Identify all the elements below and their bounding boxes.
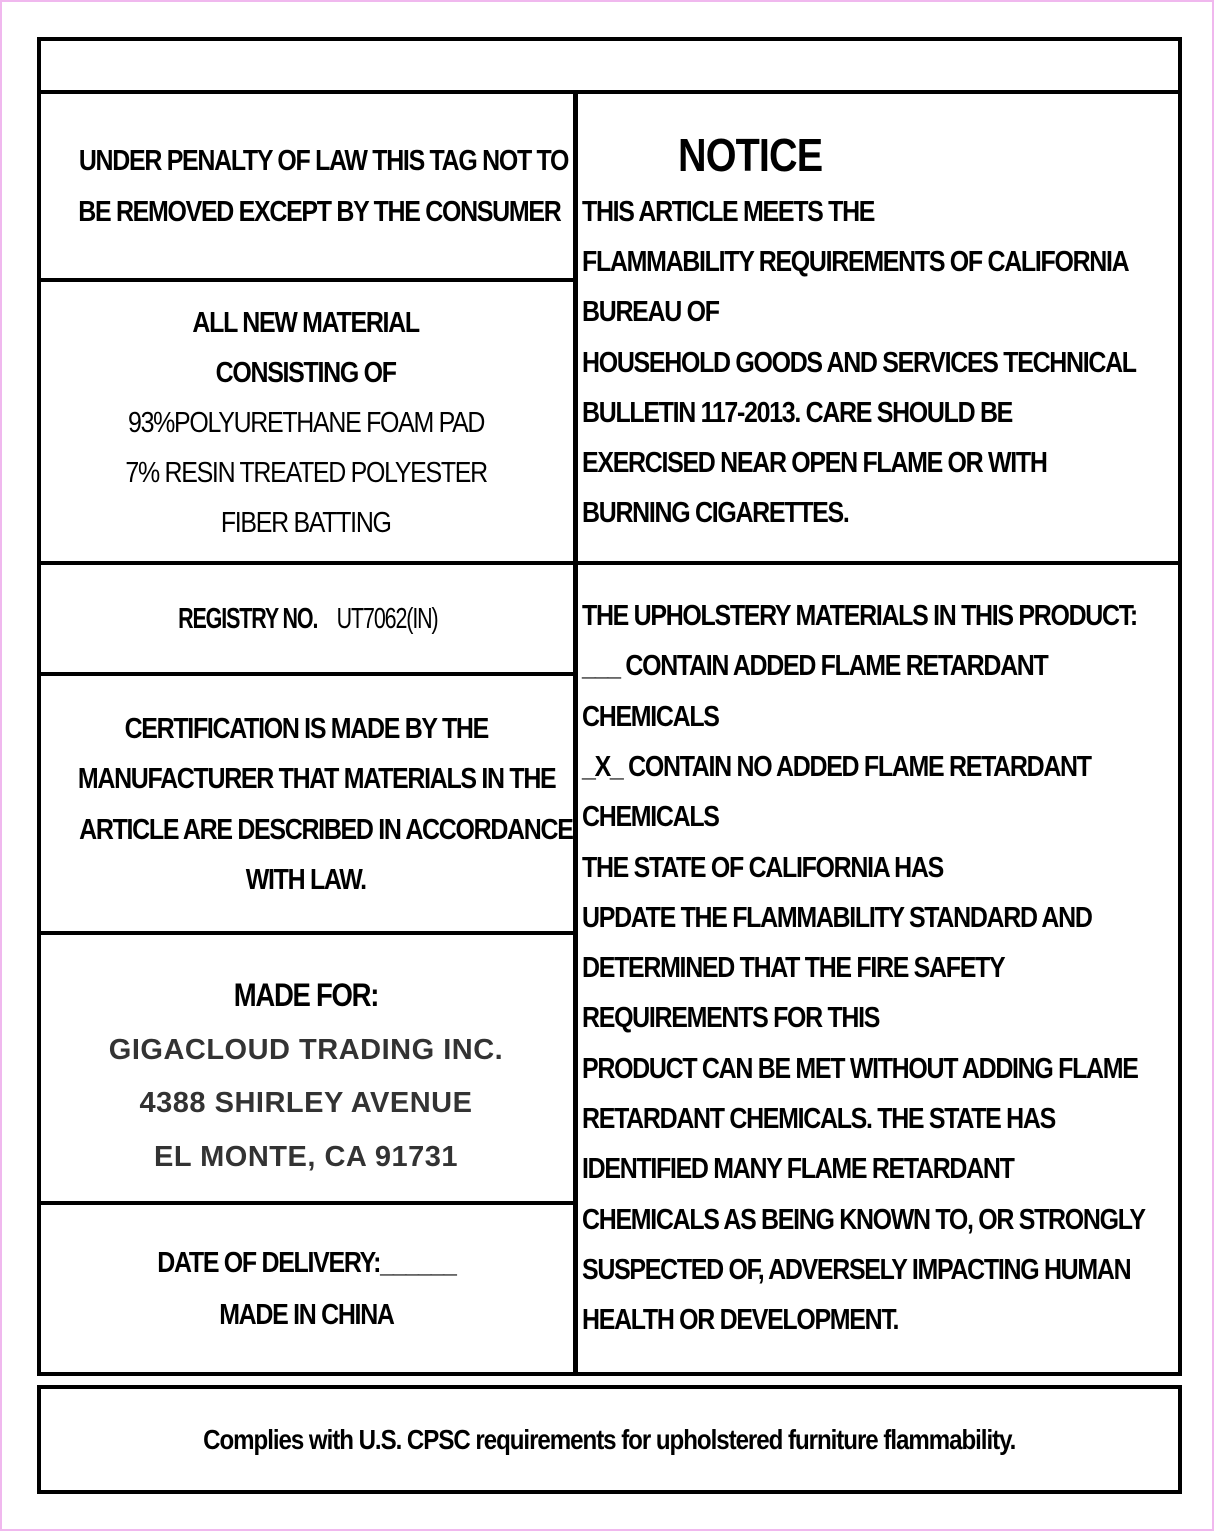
registry-value: UT7062(IN): [336, 603, 438, 635]
divider: [37, 672, 575, 676]
text-line: DETERMINED THAT THE FIRE SAFETY: [582, 952, 1005, 985]
text-line: SUSPECTED OF, ADVERSELY IMPACTING HUMAN: [582, 1253, 1131, 1286]
address-street: 4388 SHIRLEY AVENUE: [139, 1087, 473, 1119]
divider: [37, 561, 1182, 565]
text-line: PRODUCT CAN BE MET WITHOUT ADDING FLAME: [582, 1052, 1138, 1085]
text-line: UNDER PENALTY OF LAW THIS TAG NOT TO: [78, 145, 569, 177]
divider: [37, 1201, 575, 1205]
made-for-label: MADE FOR:: [233, 977, 379, 1013]
text-line: ___ CONTAIN ADDED FLAME RETARDANT: [582, 650, 1048, 683]
text-line: THIS ARTICLE MEETS THE: [582, 196, 875, 228]
text-line: HOUSEHOLD GOODS AND SERVICES TECHNICAL: [582, 346, 1136, 379]
company-name: GIGACLOUD TRADING INC.: [108, 1034, 504, 1066]
text-line: UPDATE THE FLAMMABILITY STANDARD AND: [582, 901, 1092, 934]
divider: [37, 931, 575, 935]
text-line: 7% RESIN TREATED POLYESTER: [125, 457, 487, 489]
text-line: FIBER BATTING: [221, 507, 391, 539]
text-line: CHEMICALS: [582, 700, 719, 733]
text-line: WITH LAW.: [246, 864, 366, 896]
registry-number: [39, 602, 573, 636]
divider: [37, 90, 1182, 94]
text-line: BULLETIN 117-2013. CARE SHOULD BE: [582, 396, 1013, 429]
text-line: IDENTIFIED MANY FLAME RETARDANT: [582, 1153, 1014, 1186]
text-line: ALL NEW MATERIAL: [192, 307, 420, 339]
text-line: EXERCISED NEAR OPEN FLAME OR WITH: [582, 447, 1047, 479]
text-line: RETARDANT CHEMICALS. THE STATE HAS: [582, 1103, 1055, 1135]
text-line: BUREAU OF: [582, 296, 719, 329]
text-line: 93%POLYURETHANE FOAM PAD: [127, 407, 485, 439]
country-of-origin: MADE IN CHINA: [218, 1299, 394, 1331]
text-line: HEALTH OR DEVELOPMENT.: [582, 1304, 899, 1337]
divider: [573, 90, 578, 1376]
text-line: CERTIFICATION IS MADE BY THE: [124, 713, 488, 745]
address-city: EL MONTE, CA 91731: [154, 1141, 458, 1173]
text-line: MANUFACTURER THAT MATERIALS IN THE: [77, 763, 556, 795]
registry-label: REGISTRY NO.: [177, 603, 317, 635]
date-of-delivery: DATE OF DELIVERY:______: [156, 1247, 456, 1279]
text-line: _X_ CONTAIN NO ADDED FLAME RETARDANT: [582, 750, 1091, 783]
notice-title: NOTICE: [678, 129, 823, 181]
text-line: CHEMICALS: [582, 801, 719, 834]
cpsc-compliance-statement: Complies with U.S. CPSC requirements for upholstered furniture flammability.: [203, 1424, 1016, 1455]
text-line: CHEMICALS AS BEING KNOWN TO, OR STRONGLY: [582, 1203, 1145, 1236]
text-line: THE UPHOLSTERY MATERIALS IN THIS PRODUCT:: [582, 600, 1137, 632]
text-line: ARTICLE ARE DESCRIBED IN ACCORDANCE: [79, 814, 573, 846]
text-line: CONSISTING OF: [215, 357, 396, 389]
text-line: BURNING CIGARETTES.: [582, 497, 849, 530]
text-line: BE REMOVED EXCEPT BY THE CONSUMER: [78, 196, 561, 228]
divider: [37, 278, 575, 282]
text-line: FLAMMABILITY REQUIREMENTS OF CALIFORNIA: [582, 246, 1129, 279]
text-line: REQUIREMENTS FOR THIS: [582, 1002, 880, 1035]
text-line: THE STATE OF CALIFORNIA HAS: [582, 851, 943, 884]
